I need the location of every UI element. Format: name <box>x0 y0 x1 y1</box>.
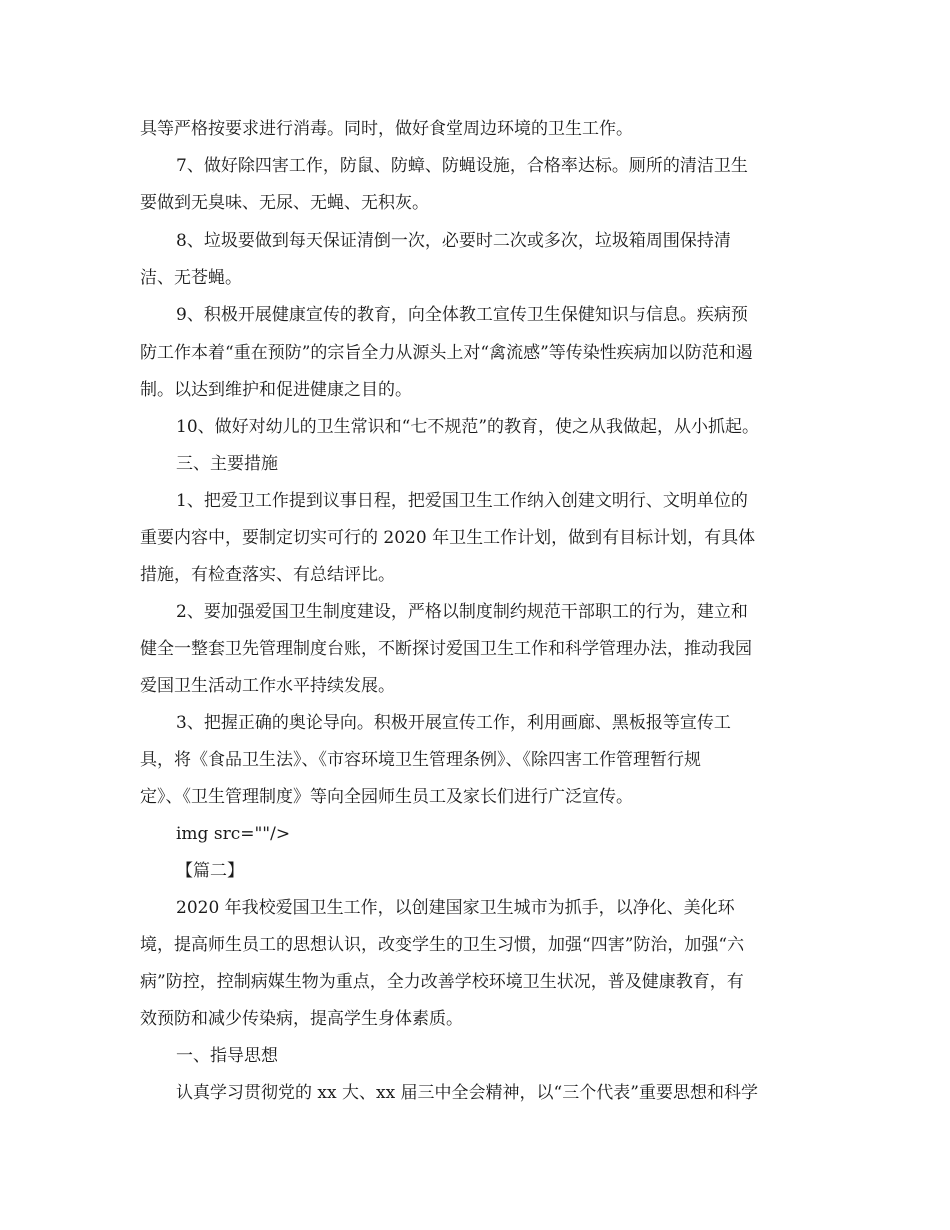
text-line: 效预防和减少传染病，提高学生身体素质。 <box>140 1009 463 1029</box>
text-line: 1、把爱卫工作提到议事日程，把爱国卫生工作纳入创建文明行、文明单位的 <box>176 491 748 511</box>
text-line: 2020 年我校爱国卫生工作，以创建国家卫生城市为抓手，以净化、美化环 <box>176 898 735 918</box>
section-heading: 一、指导思想 <box>176 1046 278 1066</box>
text-line: 爱国卫生活动工作水平持续发展。 <box>140 676 395 696</box>
text-line: 健全一整套卫先管理制度台账，不断探讨爱国卫生工作和科学管理办法，推动我园 <box>140 639 752 659</box>
text-line: 3、把握正确的奥论导向。积极开展宣传工作，利用画廊、黑板报等宣传工 <box>176 713 731 733</box>
text-line: 境，提高师生员工的思想认识，改变学生的卫生习惯，加强“四害”防治，加强“六 <box>140 935 745 955</box>
section-heading: 【篇二】 <box>176 861 244 881</box>
text-line: 具等严格按要求进行消毒。同时，做好食堂周边环境的卫生工作。 <box>140 119 633 139</box>
text-line: 重要内容中，要制定切实可行的 2020 年卫生工作计划，做到有目标计划，有具体 <box>140 528 756 548</box>
text-line: 9、积极开展健康宣传的教育，向全体教工宣传卫生保健知识与信息。疾病预 <box>176 305 748 325</box>
text-line: 要做到无臭味、无尿、无蝇、无积灰。 <box>140 193 429 213</box>
text-line: 具，将《食品卫生法》、《市容环境卫生管理条例》、《除四害工作管理暂行规 <box>140 750 701 770</box>
section-heading: 三、主要措施 <box>176 454 278 474</box>
text-line: 认真学习贯彻党的 xx 大、xx 届三中全会精神，以“三个代表”重要思想和科学 <box>176 1083 758 1103</box>
text-line: 制。以达到维护和促进健康之目的。 <box>140 380 412 400</box>
text-line: 洁、无苍蝇。 <box>140 268 242 288</box>
text-line: 7、做好除四害工作，防鼠、防蟑、防蝇设施，合格率达标。厕所的清洁卫生 <box>176 156 748 176</box>
text-line: 定》、《卫生管理制度》等向全园师生员工及家长们进行广泛宣传。 <box>140 787 633 807</box>
text-line: 病”防控，控制病媒生物为重点，全力改善学校环境卫生状况，普及健康教育，有 <box>140 972 744 992</box>
text-line: 措施，有检查落实、有总结评比。 <box>140 565 395 585</box>
text-line: 防工作本着“重在预防”的宗旨全力从源头上对“禽流感”等传染性疾病加以防范和遏 <box>140 343 753 363</box>
text-line: 10、做好对幼儿的卫生常识和“七不规范”的教育，使之从我做起，从小抓起。 <box>176 417 760 437</box>
stray-markup-line: img src=""/> <box>176 824 291 844</box>
text-line: 2、要加强爱国卫生制度建设，严格以制度制约规范干部职工的行为，建立和 <box>176 602 748 622</box>
text-line: 8、垃圾要做到每天保证清倒一次，必要时二次或多次，垃圾箱周围保持清 <box>176 231 731 251</box>
